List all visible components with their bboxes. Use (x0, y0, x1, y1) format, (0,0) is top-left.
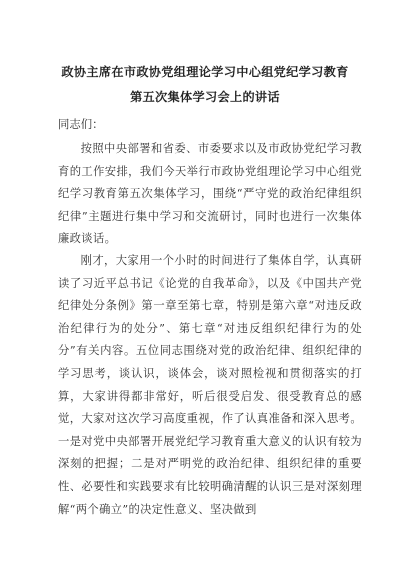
salutation: 同志们： (58, 117, 104, 131)
paragraph-1: 按照中央部署和省委、市委要求以及市政协党纪学习教育的工作安排，我们今天举行市政协党组理论学习中心组党纪学习教育第五次集体学习，围绕“严守党的政治纪律组织纪律”主题进行集中学习和交流研讨，同时也进行一次集体廉政谈话。 (58, 142, 362, 246)
document-title: 政协主席在市政协党组理论学习中心组党纪学习教育第五次集体学习会上的讲话 (61, 65, 349, 104)
paragraph-2: 刚才，大家用一个小时的时间进行了集体自学，认真研读了习近平总书记《论党的自我革命》，以及《中国共产党纪律处分条例》第一章至第七章，特别是第六章“对违反政治纪律行为的处分”、第七章“对违反组织纪律行为的处分”有关内容。五位同志围绕对党的政治纪律、组织纪律的学习思考，谈认识，谈体会，谈对照检视和贯彻落实的打算，大家讲得都非常好，听后很受启发、很受教育总的感觉，大家对这次学习高度重视，作了认真准备和深入思考。一是对党中央部署开展党纪学习教育重大意义的认识有较为深刻的把握；二是对严明党的政治纪律、组织纪律的重要性、必要性和实践要求有比较明确清醒的认识三是对深刻理解“两个确立”的决定性意义、坚决做到 (58, 254, 362, 516)
